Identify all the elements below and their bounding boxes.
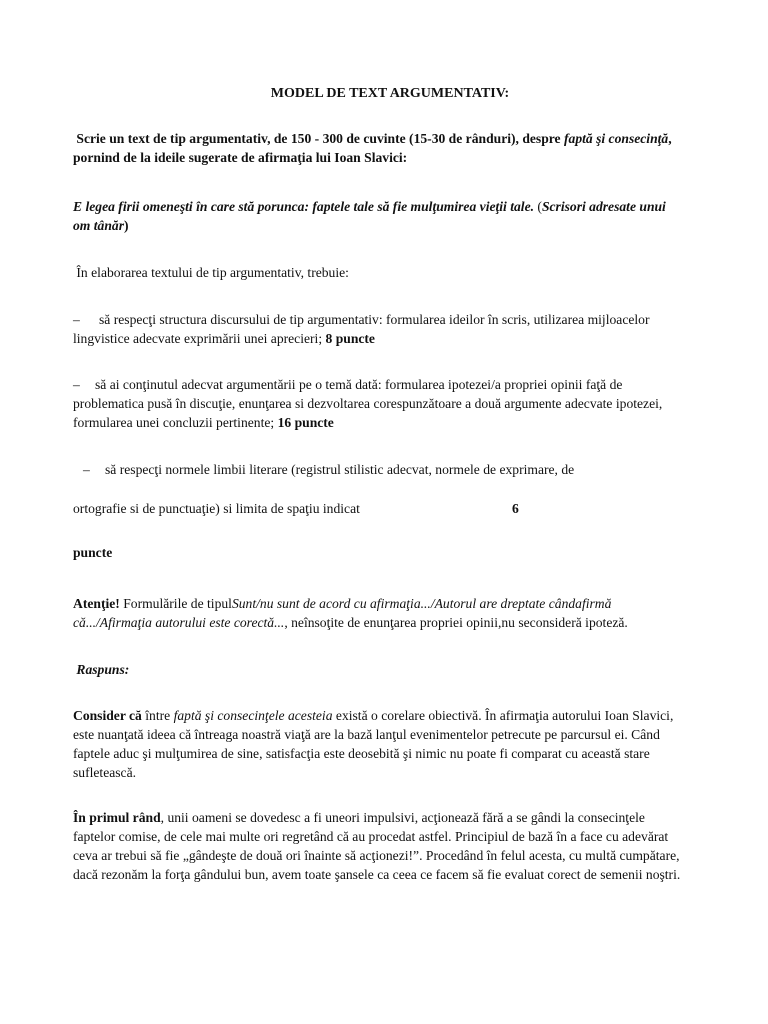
task-main: Scrie un text de tip argumentativ, de 150 - 300 de cuvinte (15-30 de rânduri), despre: [76, 131, 564, 146]
answer-label: [73, 660, 693, 679]
req1-text: să respecţi structura discursului de tip argumentativ: formularea ideilor în scris, utilizarea mijloacelor lingvistice adecvate exprimării unei aprecieri;: [73, 312, 650, 346]
dash-bullet: –: [73, 377, 80, 392]
attention-post: , neînsoţite de enunţarea propriei opinii,nu seconsideră ipoteză.: [284, 615, 628, 630]
requirement-3-line1: [83, 460, 703, 479]
quote-text: E legea firii omeneşti în care stă porunca: faptele tale să fie mulţumirea vieţii tale.: [73, 199, 535, 214]
req3-points-number: 6: [512, 501, 519, 516]
quote-close-paren: ): [124, 218, 129, 233]
task-topic: faptă şi consecinţă: [564, 131, 669, 146]
attention-pre: Formulările de tipul: [119, 596, 232, 611]
req2-text: să ai conţinutul adecvat argumentării pe o temă dată: formularea ipotezei/a propriei opinii faţă de problematica pusă în discuţie, enunţarea si dezvoltarea corespunzătoare a două argumente adecvate ipotezei, formularea unei concluzii pertinente;: [73, 377, 663, 430]
para2-bold: În primul rând: [73, 810, 161, 825]
quote-source: Scrisori adresate unui om tânăr: [73, 199, 666, 233]
req3-points-word: puncte: [73, 545, 113, 560]
requirement-3-line2: [73, 499, 693, 518]
dash-bullet: –: [83, 462, 90, 477]
req3-line2: ortografie si de punctuaţie) si limita de spaţiu indicat: [73, 501, 360, 516]
slavici-quote: [73, 197, 683, 235]
intro-line: [73, 263, 693, 282]
attention-italic: Sunt/nu sunt de acord cu afirmaţia.../Autorul are dreptate cândafirmă că.../Afirmaţia autorului este corectă...: [73, 596, 612, 630]
answer-paragraph-2: [73, 808, 688, 884]
req1-points: 8 puncte: [325, 331, 375, 346]
para1-rest: există o corelare obiectivă. În afirmaţia autorului Ioan Slavici, este nuanţată ideea că întreaga noastră viaţă are la bază lanţul evenimentelor petrecute pe parcursul ei. Când faptele aduc şi mulţumirea de sine, satisfacţia este deosebită şi nimic nu poate fi comparat cu această stare sufletească.: [73, 708, 674, 780]
answer-paragraph-1: [73, 706, 678, 782]
req2-points: 16 puncte: [277, 415, 334, 430]
para1-bold: Consider că: [73, 708, 142, 723]
requirement-2: [73, 375, 673, 432]
req3-line1: să respecţi normele limbii literare (registrul stilistic adecvat, normele de exprimare, de: [105, 462, 575, 477]
task-statement: [73, 129, 673, 167]
answer-label-text: Raspuns:: [76, 662, 130, 677]
para1-pre: între: [141, 708, 174, 723]
task-rest: , pornind de la ideile sugerate de afirmaţia lui Ioan Slavici:: [73, 131, 672, 165]
attention-note: [73, 594, 673, 632]
document-title: MODEL DE TEXT ARGUMENTATIV:: [270, 86, 510, 101]
para2-rest: , unii oameni se dovedesc a fi uneori impulsivi, acţionează fără a se gândi la consecinţele faptelor comise, de cele mai multe ori regretând că au procedat astfel. Principiul de bază în a face cu adevărat ceva ar trebui să fie „gândeşte de două ori înainte să acţionezi!”. Procedând în felul acesta, cu multă cumpătare, dacă rezonăm la forţa gândului bun, avem toate şansele ca ceea ce facem să fie evaluat corect de semenii noştri.: [73, 810, 681, 882]
dash-bullet: –: [73, 312, 80, 327]
requirement-1: [73, 310, 693, 348]
intro-text: În elaborarea textului de tip argumentativ, trebuie:: [76, 265, 349, 280]
para1-italic: faptă şi consecinţele acesteia: [173, 708, 333, 723]
quote-open-paren: (: [534, 199, 542, 214]
attention-label: Atenţie!: [73, 596, 120, 611]
